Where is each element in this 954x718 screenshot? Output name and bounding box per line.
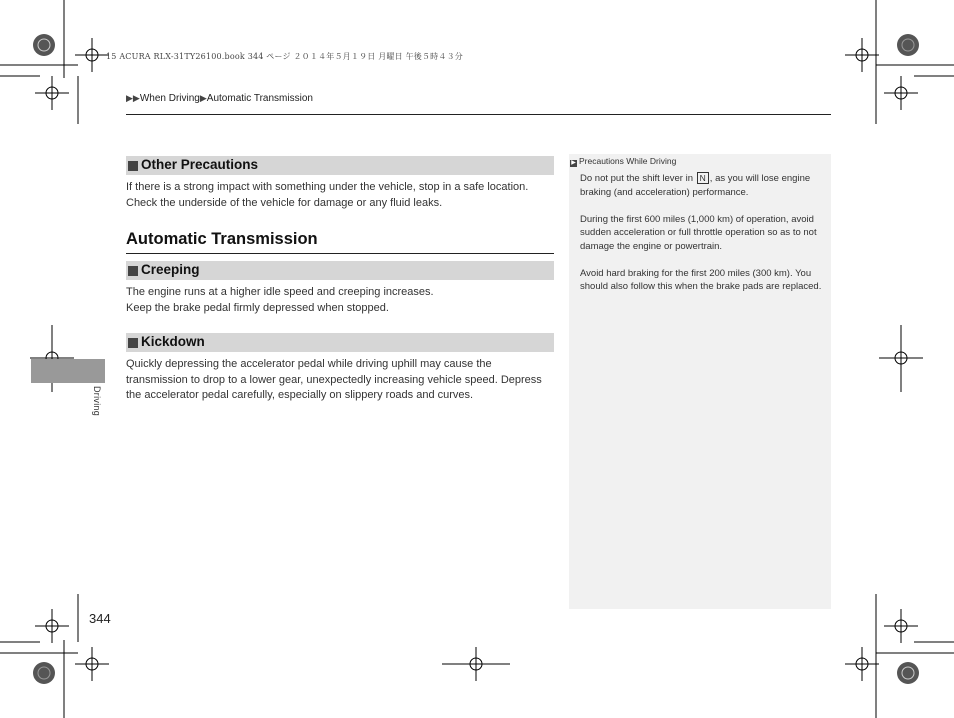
- note-text: Do not put the shift lever in: [580, 173, 694, 184]
- kickdown-text: [126, 357, 556, 404]
- paragraph-line: The engine runs at a higher idle speed and creeping increases.: [126, 286, 434, 298]
- section-title: Other Precautions: [141, 157, 259, 172]
- side-tab: [31, 359, 105, 383]
- side-tab-label: Driving: [92, 386, 102, 417]
- breadcrumb-arrow-icon: ▶: [199, 93, 207, 103]
- paragraph-line: Check the underside of the vehicle for damage or any fluid leaks.: [126, 196, 443, 209]
- section-bar-other-precautions: [126, 156, 554, 175]
- square-bullet-icon: [128, 338, 138, 348]
- note-paragraph: During the first 600 miles (1,000 km) of operation, avoid sudden acceleration or full throttle operation so as to not damage the engine or powertrain.: [580, 213, 817, 252]
- note-title-text: Precautions While Driving: [579, 156, 677, 166]
- section-bar-creeping: [126, 261, 554, 280]
- note-arrow-icon: ▶: [571, 160, 576, 166]
- paragraph-line: Keep the brake pedal firmly depressed when stopped.: [126, 301, 389, 314]
- note-paragraph: [580, 172, 824, 199]
- page-heading: Automatic Transmission: [126, 230, 318, 248]
- square-bullet-icon: [128, 161, 138, 171]
- breadcrumb: [126, 93, 313, 104]
- section-title: Kickdown: [141, 334, 205, 349]
- note-body: [580, 172, 824, 307]
- note-paragraph: Avoid hard braking for the first 200 miles (300 km). You should also follow this when the brake pads are replaced.: [580, 267, 822, 292]
- print-header: 15 ACURA RLX-31TY26100.book 344 ページ ２０１４年５月１９日 月曜日 午後５時４３分: [106, 52, 463, 61]
- section-title: Creeping: [141, 262, 200, 277]
- other-precautions-text: [126, 180, 556, 211]
- note-text: , as you will lose engine braking (and acceleration) performance.: [580, 173, 811, 198]
- breadcrumb-arrow-icon: ▶▶: [126, 93, 140, 103]
- header-rule: [126, 114, 831, 115]
- note-title: [570, 156, 676, 167]
- shift-position-n-keycap: N: [697, 172, 709, 184]
- paragraph-line: the accelerator pedal carefully, especially on slippery roads and curves.: [126, 389, 474, 401]
- section-bar-kickdown: [126, 333, 554, 352]
- heading-rule: [126, 253, 554, 254]
- paragraph-line: If there is a strong impact with something under the vehicle, stop in a safe location.: [126, 181, 529, 193]
- paragraph-line: transmission to drop to a lower gear, unexpectedly increasing vehicle speed. Depress: [126, 373, 542, 386]
- square-bullet-icon: [128, 266, 138, 276]
- paragraph-line: Quickly depressing the accelerator pedal while driving uphill may cause the: [126, 358, 492, 370]
- breadcrumb-link-when-driving[interactable]: When Driving: [139, 93, 200, 104]
- creeping-text: [126, 285, 556, 316]
- breadcrumb-current: Automatic Transmission: [206, 93, 313, 104]
- page-number: 344: [89, 611, 111, 626]
